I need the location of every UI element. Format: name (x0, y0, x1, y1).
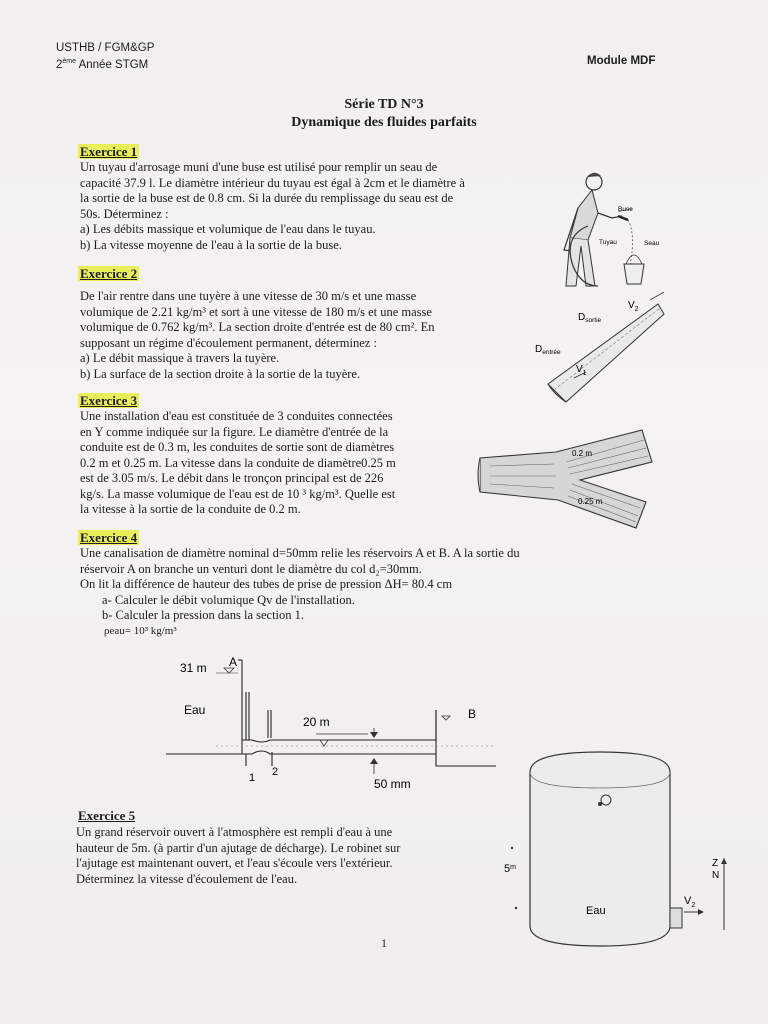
institution-name: USTHB / FGM&GP (56, 42, 155, 54)
exercise-1-text: Un tuyau d'arrosage muni d'une buse est utilisé pour remplir un seau de capacité 37.9 l. Le diamètre intérieur du tuyau est égal à 2cm et le diamètre à la sortie de la buse est de 0.8 cm. Si la durée du remplissage du seau est de 50s. Déterminez : a) Les débits massique et volumique de l'eau dans le tuyau. b) La vitesse moyenne de l'eau à la sortie de la buse. (80, 160, 465, 252)
exercise-3-title: Exercice 3 (80, 393, 138, 408)
garden-hose-figure (548, 168, 666, 294)
academic-year: 2ème Année STGM (56, 58, 149, 71)
eau-label: Eau (184, 703, 206, 717)
v2-label: $V_2$ (628, 300, 639, 313)
series-subtitle: Dynamique des fluides parfaits (291, 115, 477, 130)
d-entree-label: $D_{entrée}$ (535, 344, 561, 356)
v1-label: $V_1$ (576, 364, 587, 377)
page-number: 1 (381, 936, 387, 950)
rho-value: ρeau= 10³ kg/m³ (104, 624, 177, 637)
d-sortie-label: $D_{sortie}$ (578, 312, 602, 324)
exercise-4-title: Exercice 4 (80, 530, 138, 545)
reservoir-b-label: B (468, 707, 477, 721)
v2-outlet-label: $V_2$ (684, 895, 696, 909)
exercise-2-text: De l'air rentre dans une tuyère à une vitesse de 30 m/s et une masse volumique de 2.21 kg/m³ et sort à une vitesse de 180 m/s et une masse volumique de 0.762 kg/m³. La section droite d'entrée est de 80 cm². En supposant un régime d'écoulement permanent, déterminez : a) Le débit massique à travers la tuyère. b) La surface de la section droite à la sortie de la tuyère. (80, 289, 435, 381)
height-5m-label: 5$^m$ (504, 863, 516, 875)
exercise-5-title: Exercice 5 (78, 808, 136, 823)
exercise-4-text: Une canalisation de diamètre nominal d=50mm relie les réservoirs A et B. A la sortie du réservoir A on branche un venturi dont le diamètre du col d₂=30mm. On lit la différence de hauteur des tubes de prise de pression ΔH= 80.4 cm a- Calculer le débit volumique Qv de l'installation. b- Calculer la pression dans la section 1. ρeau= 10³ kg/m³ (80, 546, 520, 639)
exercise-1-title: Exercice 1 (80, 144, 138, 159)
series-title: Série TD N°3 (344, 97, 424, 112)
height-20m-label: 20 m (303, 715, 330, 729)
exercise-5-text: Un grand réservoir ouvert à l'atmosphère est rempli d'eau à une hauteur de 5m. (à partir d'un ajutage de décharge). Le robinet sur l'ajutage est maintenant ouvert, et l'eau s'écoule vers l'extérieur. Déterminez la vitesse d'écoulement de l'eau. (76, 825, 401, 886)
height-31m-label: 31 m (180, 661, 207, 675)
diam-025-label: 0.25 m (578, 497, 603, 506)
nozzle-figure (530, 292, 670, 404)
institution-header (56, 41, 154, 72)
buse-label: Buse (618, 206, 633, 213)
axis-z-label: Z (712, 858, 719, 869)
reservoir-a-label: A (229, 655, 238, 669)
tank-eau-label: Eau (586, 905, 606, 917)
diam-02-label: 0.2 m (572, 449, 593, 458)
tuyau-label: Tuyau (599, 239, 617, 246)
module-name: Module MDF (587, 55, 656, 67)
seau-label: Seau (644, 240, 660, 247)
exercise-3-text: Une installation d'eau est constituée de 3 conduites connectées en Y comme indiquée sur la figure. Le diamètre d'entrée de la conduite est de 0.3 m, les conduites de sortie sont de diamètres 0.2 m et 0.25 m. La vitesse dans la conduite de diamètre0.25 m est de 3.05 m/s. Le débit dans le tronçon principal est de 226 kg/s. La masse volumique de l'eau est de 10 ³ kg/m³. Quelle est la vitesse à la sortie de la conduite de 0.2 m. (80, 409, 396, 516)
venturi-figure (166, 652, 516, 794)
exercise-2-title: Exercice 2 (80, 266, 138, 281)
diameter-50mm-label: 50 mm (374, 777, 411, 791)
section-1-label: 1 (249, 772, 256, 784)
y-pipe-figure (476, 422, 658, 532)
axis-n-label: N (712, 870, 720, 881)
tank-figure (500, 748, 740, 956)
section-2-label: 2 (272, 766, 279, 778)
